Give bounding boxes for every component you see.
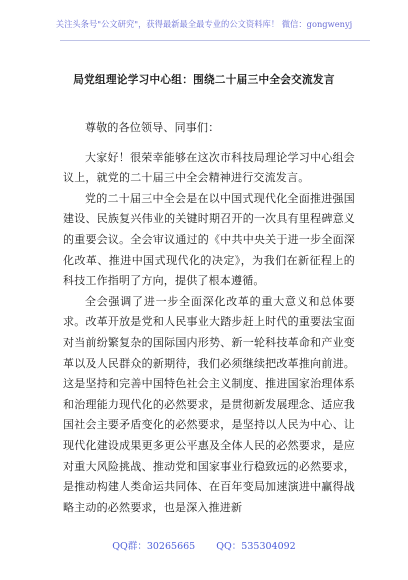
footer-qq-contact: QQ：535304092 bbox=[216, 541, 296, 552]
header-banner: 关注头条号"公文研究"，获得最新最全最专业的公文资料库！ 微信：gongwenyj bbox=[55, 19, 353, 29]
footer-qq-group: QQ群：30265665 bbox=[112, 541, 196, 552]
document-title: 局党组理论学习中心组：围绕二十届三中全会交流发言 bbox=[73, 74, 335, 86]
paragraph-3: 全会强调了进一步全面深化改革的重大意义和总体要求。改革开放是党和人民事业大踏步赶上时代的重要法宝面对当前纷繁复杂的国际国内形势、新一轮科技革命和产业变革以及人民群众的新期待，我们必须继续把改革推向前进。这是坚持和完善中国特色社会主义制度、推进国家治理体系和治理能力现代化的必然要求，是贯彻新发展理念、适应我国社会主要矛盾变化的必然要求，是坚持以人民为中心、让现代化建设成果更多更公平惠及全体人民的必然要求，是应对重大风险挑战、推动党和国家事业行稳致远的必然要求，是推动构建人类命运共同体、在百年变局加速演进中赢得战略主动的必然要求，也是深入推进新 bbox=[63, 294, 355, 514]
footer bbox=[0, 538, 408, 552]
header-divider bbox=[60, 40, 370, 41]
document-body bbox=[63, 118, 355, 518]
paragraph-2: 党的二十届三中全会是在以中国式现代化全面推进强国建设、民族复兴伟业的关键时期召开的一次具有里程碑意义的重要会议。全会审议通过的《中共中央关于进一步全面深化改革、推进中国式现代化的决定》，为我们在新征程上的科技工作指明了方向，提供了根本遵循。 bbox=[63, 191, 355, 288]
paragraph-1: 大家好！很荣幸能够在这次市科技局理论学习中心组会议上，就党的二十届三中全会精神进行交流发言。 bbox=[63, 150, 355, 185]
salutation: 尊敬的各位领导、同事们： bbox=[85, 121, 220, 134]
